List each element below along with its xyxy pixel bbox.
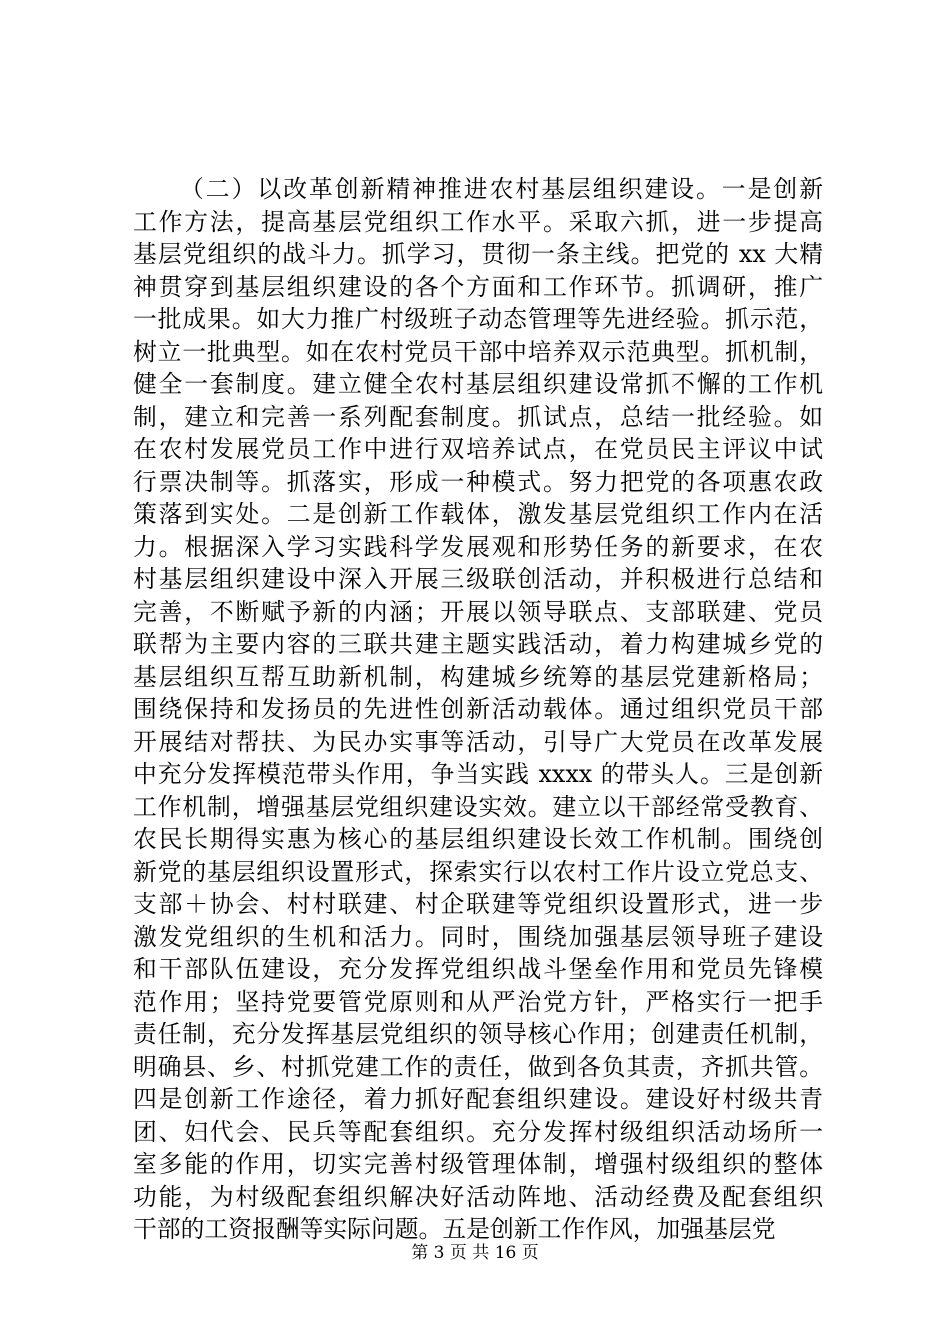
paragraph-line: 干部的工资报酬等实际问题。五是创新工作作风，加强基层党 — [133, 1215, 776, 1243]
paragraph-line: 围绕保持和发扬员的先进性创新活动载体。通过组织党员干部 — [133, 695, 823, 723]
paragraph-line: 工作机制，增强基层党组织建设实效。建立以干部经常受教育、 — [133, 792, 823, 821]
paragraph-line: 行票决制等。抓落实，形成一种模式。努力把党的各项惠农政 — [133, 467, 823, 496]
paragraph-line: 完善，不断赋予新的内涵；开展以领导联点、支部联建、党员 — [133, 597, 823, 626]
paragraph-line: 力。根据深入学习实践科学发展观和形势任务的新要求，在农 — [133, 532, 823, 561]
paragraph-line: 范作用；坚持党要管党原则和从严治党方针，严格实行一把手 — [133, 987, 823, 1016]
paragraph-line: 新党的基层组织设置形式，探索实行以农村工作片设立党总支、 — [133, 857, 823, 886]
paragraph-line: 联帮为主要内容的三联共建主题实践活动，着力构建城乡党的 — [133, 630, 823, 658]
paragraph-line: 制，建立和完善一系列配套制度。抓试点，总结一批经验。如 — [133, 402, 823, 431]
paragraph-line: 责任制，充分发挥基层党组织的领导核心作用；创建责任机制， — [133, 1020, 823, 1048]
paragraph-line: 室多能的作用，切实完善村级管理体制，增强村级组织的整体 — [133, 1150, 823, 1178]
paragraph-line: 功能，为村级配套组织解决好活动阵地、活动经费及配套组织 — [133, 1182, 823, 1211]
paragraph-line: 工作方法，提高基层党组织工作水平。采取六抓，进一步提高 — [133, 207, 823, 236]
document-body — [133, 173, 823, 1246]
paragraph-line: 和干部队伍建设，充分发挥党组织战斗堡垒作用和党员先锋模 — [133, 955, 823, 983]
paragraph-line: 一批成果。如大力推广村级班子动态管理等先进经验。抓示范， — [133, 305, 823, 333]
paragraph-line: 村基层组织建设中深入开展三级联创活动，并积极进行总结和 — [133, 565, 823, 593]
paragraph-line: 策落到实处。二是创新工作载体，激发基层党组织工作内在活 — [133, 500, 823, 528]
paragraph-line: 基层组织互帮互助新机制，构建城乡统筹的基层党建新格局； — [133, 662, 823, 691]
paragraph-line: 明确县、乡、村抓党建工作的责任，做到各负其责，齐抓共管。 — [133, 1052, 823, 1081]
paragraph-line: 神贯穿到基层组织建设的各个方面和工作环节。抓调研，推广 — [133, 272, 823, 301]
paragraph-line: 健全一套制度。建立健全农村基层组织建设常抓不懈的工作机 — [133, 370, 823, 398]
paragraph-line: （二）以改革创新精神推进农村基层组织建设。一是创新 — [180, 175, 823, 203]
paragraph-line: 中充分发挥模范带头作用，争当实践 xxxx 的带头人。三是创新 — [133, 760, 823, 788]
paragraph-line: 激发党组织的生机和活力。同时，围绕加强基层领导班子建设 — [133, 922, 823, 951]
paragraph-line: 团、妇代会、民兵等配套组织。充分发挥村级组织活动场所一 — [133, 1117, 823, 1146]
paragraph-line: 基层党组织的战斗力。抓学习，贯彻一条主线。把党的 xx 大精 — [133, 240, 823, 268]
page-footer: 第 3 页 共 16 页 — [411, 1243, 539, 1263]
paragraph-line: 四是创新工作途径，着力抓好配套组织建设。建设好村级共青 — [133, 1085, 823, 1113]
paragraph-line: 支部＋协会、村村联建、村企联建等党组织设置形式，进一步 — [133, 890, 823, 918]
paragraph-line: 在农村发展党员工作中进行双培养试点，在党员民主评议中试 — [133, 435, 823, 463]
paragraph-line: 农民长期得实惠为核心的基层组织建设长效工作机制。围绕创 — [133, 825, 823, 853]
paragraph-line: 开展结对帮扶、为民办实事等活动，引导广大党员在改革发展 — [133, 727, 823, 756]
paragraph-line: 树立一批典型。如在农村党员干部中培养双示范典型。抓机制， — [133, 337, 823, 366]
